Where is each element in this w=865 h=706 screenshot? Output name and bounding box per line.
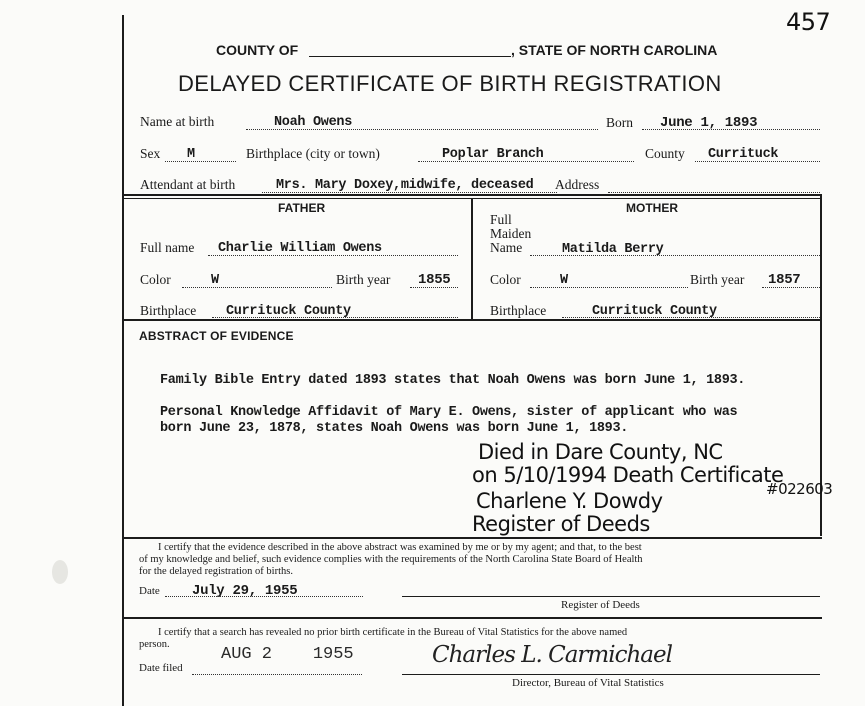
father-color-label: Color xyxy=(140,272,171,287)
address-label: Address xyxy=(555,177,600,192)
date-filed-line xyxy=(192,674,362,675)
date-value: July 29, 1955 xyxy=(192,583,298,599)
director-signature: Charles L. Carmichael xyxy=(432,642,672,668)
director-signature-line xyxy=(402,674,820,675)
date-line xyxy=(165,596,363,597)
certification-text-1: I certify that the evidence described in the above abstract was examined by me or by my agent; and that, to the best xyxy=(158,542,642,553)
handwritten-signature-title: Register of Deeds xyxy=(472,512,650,536)
date-filed-stamp: AUG 2 1955 xyxy=(221,645,354,664)
county-value: Currituck xyxy=(708,147,779,162)
father-birthyear-label: Birth year xyxy=(336,272,391,287)
sex-value: M xyxy=(187,147,195,162)
handwritten-death-note-2: on 5/10/1994 Death Certificate xyxy=(472,463,784,487)
attendant-value: Mrs. Mary Doxey,midwife, deceased xyxy=(276,178,534,193)
date-label: Date xyxy=(139,585,160,597)
mother-maiden-label: Maiden xyxy=(490,226,532,241)
date-filed-label: Date filed xyxy=(139,662,183,674)
father-birthyear-line xyxy=(410,287,458,288)
born-line xyxy=(642,129,820,130)
parents-bottom-border xyxy=(124,319,822,321)
father-birthplace-line xyxy=(212,317,458,318)
father-birthyear-value: 1855 xyxy=(418,272,451,288)
mother-birthyear-label: Birth year xyxy=(690,272,745,287)
mother-color-value: W xyxy=(560,273,568,288)
county-line xyxy=(695,161,820,162)
director-label: Director, Bureau of Vital Statistics xyxy=(512,677,664,689)
mother-heading: MOTHER xyxy=(626,201,678,215)
sex-line xyxy=(165,161,236,162)
page-number: 457 xyxy=(786,8,831,36)
evidence-line-2a: Personal Knowledge Affidavit of Mary E. Owens, sister of applicant who was xyxy=(160,405,738,420)
father-fullname-value: Charlie William Owens xyxy=(218,241,382,256)
certification-text-2: of my knowledge and belief, such evidence complies with the requirements of the North Carolina State Board of Health xyxy=(139,554,643,565)
sex-label: Sex xyxy=(140,146,161,161)
mother-birthyear-line xyxy=(762,287,820,288)
name-line xyxy=(246,129,598,130)
search-top-border xyxy=(124,617,822,619)
mother-birthplace-label: Birthplace xyxy=(490,303,547,318)
handwritten-signature-name: Charlene Y. Dowdy xyxy=(476,489,663,513)
register-label: Register of Deeds xyxy=(561,599,640,611)
search-text-2: person. xyxy=(139,639,170,650)
county-blank-line xyxy=(309,56,511,57)
certification-text-3: for the delayed registration of births. xyxy=(139,566,293,577)
birthplace-value: Poplar Branch xyxy=(442,147,544,162)
mother-birthplace-value: Currituck County xyxy=(592,304,717,319)
mother-name-line xyxy=(530,255,820,256)
father-heading: FATHER xyxy=(278,201,326,215)
county-field-label: County xyxy=(645,146,685,161)
attendant-line xyxy=(262,192,557,193)
mother-birthyear-value: 1857 xyxy=(768,272,801,288)
name-at-birth-value: Noah Owens xyxy=(274,115,353,130)
state-label: , STATE OF NORTH CAROLINA xyxy=(511,42,718,58)
address-line xyxy=(608,192,820,193)
handwritten-cert-number: #022603 xyxy=(766,480,833,498)
mother-birthplace-line xyxy=(562,317,820,318)
punch-hole xyxy=(52,560,68,584)
county-label: COUNTY OF xyxy=(216,42,299,58)
birthplace-line xyxy=(418,161,634,162)
handwritten-death-note-1: Died in Dare County, NC xyxy=(478,440,723,464)
father-birthplace-label: Birthplace xyxy=(140,303,197,318)
mother-full-label: Full xyxy=(490,212,512,227)
mother-color-label: Color xyxy=(490,272,521,287)
evidence-line-1: Family Bible Entry dated 1893 states that Noah Owens was born June 1, 1893. xyxy=(160,373,746,388)
father-fullname-line xyxy=(208,255,458,256)
parents-top-border-2 xyxy=(124,198,822,199)
left-border xyxy=(122,15,124,706)
evidence-right-border xyxy=(820,321,822,536)
attendant-label: Attendant at birth xyxy=(140,177,236,192)
father-color-value: W xyxy=(211,273,219,288)
evidence-line-2b: born June 23, 1878, states Noah Owens was born June 1, 1893. xyxy=(160,421,629,436)
mother-name-value: Matilda Berry xyxy=(562,242,664,257)
father-birthplace-value: Currituck County xyxy=(226,304,351,319)
mother-color-line xyxy=(530,287,688,288)
father-fullname-label: Full name xyxy=(140,240,195,255)
search-text-1: I certify that a search has revealed no prior birth certificate in the Bureau of Vital Statistics for the above named xyxy=(158,627,628,638)
parents-top-border xyxy=(124,194,822,196)
parents-divider xyxy=(471,198,473,319)
mother-name-label: Name xyxy=(490,240,523,255)
register-signature-line xyxy=(402,596,820,597)
name-at-birth-label: Name at birth xyxy=(140,114,215,129)
born-value: June 1, 1893 xyxy=(660,115,758,131)
certificate-title: DELAYED CERTIFICATE OF BIRTH REGISTRATION xyxy=(178,71,722,96)
father-color-line xyxy=(182,287,332,288)
evidence-heading: ABSTRACT OF EVIDENCE xyxy=(139,329,294,343)
birthplace-label: Birthplace (city or town) xyxy=(246,146,380,161)
certification-top-border xyxy=(124,537,822,539)
born-label: Born xyxy=(606,115,633,130)
parents-right-border xyxy=(820,194,822,319)
